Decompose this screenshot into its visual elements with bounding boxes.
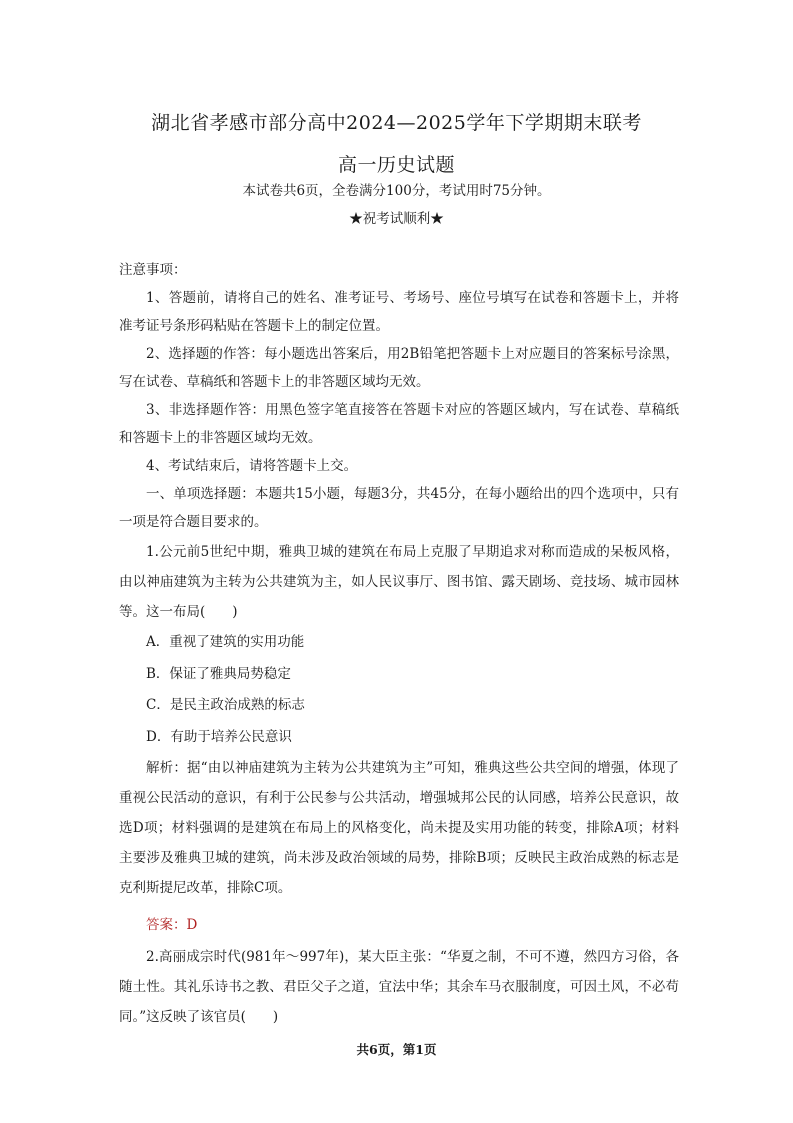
- question-stem: 1.公元前5世纪中期，雅典卫城的建筑在布局上克服了早期追求对称而造成的呆板风格，由以神庙建筑为主转为公共建筑为主，如人民议事厅、图书馆、露天剧场、竞技场、城市园林等。这一布局( ): [119, 544, 679, 620]
- question-1-analysis: [119, 753, 679, 903]
- answer-text: 答案：D: [146, 917, 198, 933]
- question-stem: 2.高丽成宗时代(981年～997年)，某大臣主张：“华夏之制，不可不遵，然四方习俗，各随土性。其礼乐诗书之教、君臣父子之道，宜法中华；其余车马衣服制度，可因土风，不必苟同。”这反映了该官员( ): [119, 949, 679, 1025]
- question-1-options: [119, 627, 679, 753]
- notice-section: [119, 256, 679, 536]
- section-heading: 一、单项选择题：本题共15小题，每题3分，共45分，在每小题给出的四个选项中，只有一项是符合题目要求的。: [119, 486, 679, 530]
- exam-info: 本试卷共6页，全卷满分100分，考试用时75分钟。: [242, 183, 551, 199]
- option-b: B．保证了雅典局势稳定: [146, 665, 291, 682]
- blessing-line: ★祝考试顺利★: [349, 211, 444, 227]
- question-2: [119, 942, 679, 1032]
- notice-item-1: 1、答题前，请将自己的姓名、准考证号、考场号、座位号填写在试卷和答题卡上，并将准考证号条形码粘贴在答题卡上的制定位置。: [119, 290, 679, 334]
- page-footer: 共6页，第1页: [356, 1042, 437, 1057]
- question-1-answer: [119, 911, 679, 939]
- analysis-text: 解析：据“由以神庙建筑为主转为公共建筑为主”可知，雅典这些公共空间的增强，体现了重视公民活动的意识，有利于公民参与公共活动，增强城邦公民的认同感，培养公民意识，故选D项；材料强调的是建筑在布局上的风格变化，尚未提及实用功能的转变，排除A项；材料主要涉及雅典卫城的建筑，尚未涉及政治领域的局势，排除B项；反映民主政治成熟的标志是克利斯提尼改革，排除C项。: [119, 760, 679, 896]
- notice-item-4: 4、考试结束后，请将答题卡上交。: [146, 458, 358, 474]
- notice-heading: 注意事项：: [119, 262, 187, 278]
- option-c: C．是民主政治成熟的标志: [146, 697, 305, 713]
- question-1: [119, 537, 679, 627]
- notice-item-2: 2、选择题的作答：每小题选出答案后，用2B铅笔把答题卡上对应题目的答案标号涂黑，写在试卷、草稿纸和答题卡上的非答题区域均无效。: [119, 346, 679, 390]
- exam-title: 湖北省孝感市部分高中2024—2025学年下学期期末联考: [151, 112, 642, 134]
- notice-item-3: 3、非选择题作答：用黑色签字笔直接答在答题卡对应的答题区域内，写在试卷、草稿纸和答题卡上的非答题区域均无效。: [119, 402, 679, 446]
- exam-subtitle: 高一历史试题: [337, 154, 455, 176]
- option-a: A．重视了建筑的实用功能: [146, 634, 305, 650]
- option-d: D．有助于培养公民意识: [146, 728, 292, 745]
